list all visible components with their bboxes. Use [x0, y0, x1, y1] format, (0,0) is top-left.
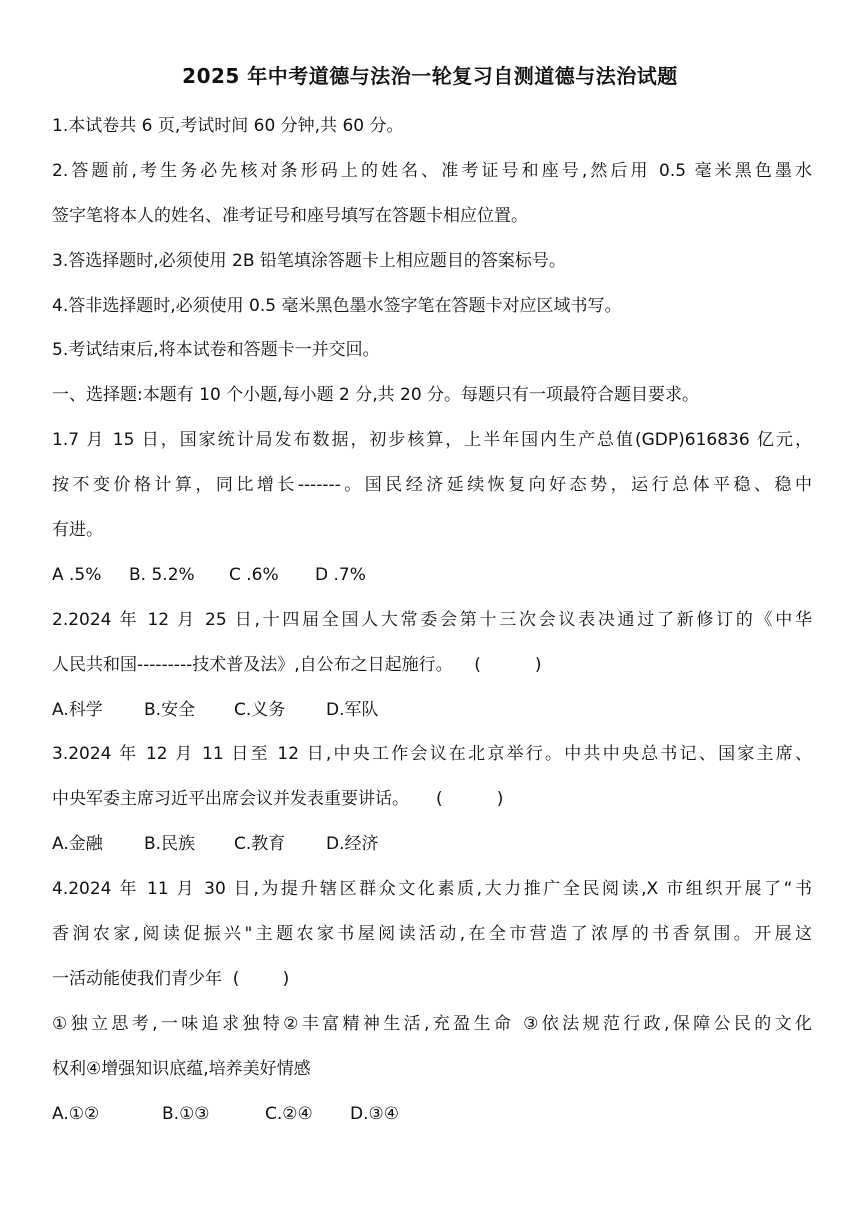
- option-b: B. 5.2%: [129, 564, 195, 585]
- question-3-line: 中央军委主席习近平出席会议并发表重要讲话。 ( ): [52, 789, 504, 810]
- instruction-line: 2.答题前,考生务必先核对条形码上的姓名、准考证号和座号,然后用 0.5 毫米黑色墨水: [52, 160, 812, 181]
- question-4-line: 权利④增强知识底蕴,培养美好情感: [52, 1058, 311, 1079]
- question-3-options: [52, 822, 812, 867]
- option-c: C.②④: [265, 1103, 313, 1124]
- option-d: D.经济: [326, 834, 379, 855]
- option-d: D .7%: [315, 564, 366, 585]
- instruction-line: 4.答非选择题时,必须使用 0.5 毫米黑色墨水签字笔在答题卡对应区域书写。: [52, 295, 622, 316]
- option-a: A.①②: [52, 1103, 100, 1124]
- question-4-options: [52, 1092, 812, 1137]
- option-b: B.安全: [144, 699, 196, 720]
- instruction-line: 1.本试卷共 6 页,考试时间 60 分钟,共 60 分。: [52, 116, 404, 136]
- instruction-line: 3.答选择题时,必须使用 2B 铅笔填涂答题卡上相应题目的答案标号。: [52, 250, 566, 271]
- option-a: A .5%: [52, 564, 102, 585]
- question-2-options: [52, 688, 812, 733]
- option-d: D.军队: [326, 699, 379, 720]
- option-c: C .6%: [229, 564, 279, 585]
- instruction-line: 签字笔将本人的姓名、准考证号和座号填写在答题卡相应位置。: [52, 205, 528, 226]
- question-2-line: 2.2024 年 12 月 25 日,十四届全国人大常委会第十三次会议表决通过了新修订的《中华: [52, 609, 812, 630]
- option-b: B.民族: [144, 834, 196, 855]
- option-d: D.③④: [350, 1103, 399, 1124]
- section-heading: 一、选择题:本题有 10 个小题,每小题 2 分,共 20 分。每题只有一项最符合题目要求。: [52, 385, 700, 406]
- option-c: C.义务: [234, 699, 286, 720]
- question-2-line: 人民共和国---------技术普及法》,自公布之日起施行。 ( ): [52, 654, 542, 675]
- exam-content: [52, 104, 812, 1136]
- question-1-line: 1.7 月 15 日，国家统计局发布数据，初步核算，上半年国内生产总值(GDP)616836 亿元，: [52, 430, 812, 451]
- instruction-line: 5.考试结束后,将本试卷和答题卡一并交回。: [52, 340, 380, 361]
- option-b: B.①③: [162, 1103, 210, 1124]
- question-1-line: 按不变价格计算，同比增长-------。国民经济延续恢复向好态势，运行总体平稳、稳中: [52, 475, 812, 496]
- question-3-line: 3.2024 年 12 月 11 日至 12 日,中央工作会议在北京举行。中共中央总书记、国家主席、: [52, 744, 812, 765]
- question-4-line: ①独立思考,一味追求独特②丰富精神生活,充盈生命 ③依法规范行政,保障公民的文化: [52, 1013, 812, 1034]
- option-a: A.金融: [52, 834, 103, 855]
- question-1-line: 有进。: [52, 520, 103, 541]
- option-c: C.教育: [234, 834, 286, 855]
- question-4-line: 4.2024 年 11 月 30 日,为提升辖区群众文化素质,大力推广全民阅读,X 市组织开展了“书: [52, 879, 812, 900]
- question-4-line: 一活动能使我们青少年 ( ): [52, 968, 290, 989]
- exam-title: 2025 年中考道德与法治一轮复习自测道德与法治试题: [182, 64, 678, 88]
- question-1-options: [52, 553, 812, 598]
- option-a: A.科学: [52, 699, 103, 720]
- question-4-line: 香润农家,阅读促振兴"主题农家书屋阅读活动,在全市营造了浓厚的书香氛围。开展这: [52, 924, 812, 945]
